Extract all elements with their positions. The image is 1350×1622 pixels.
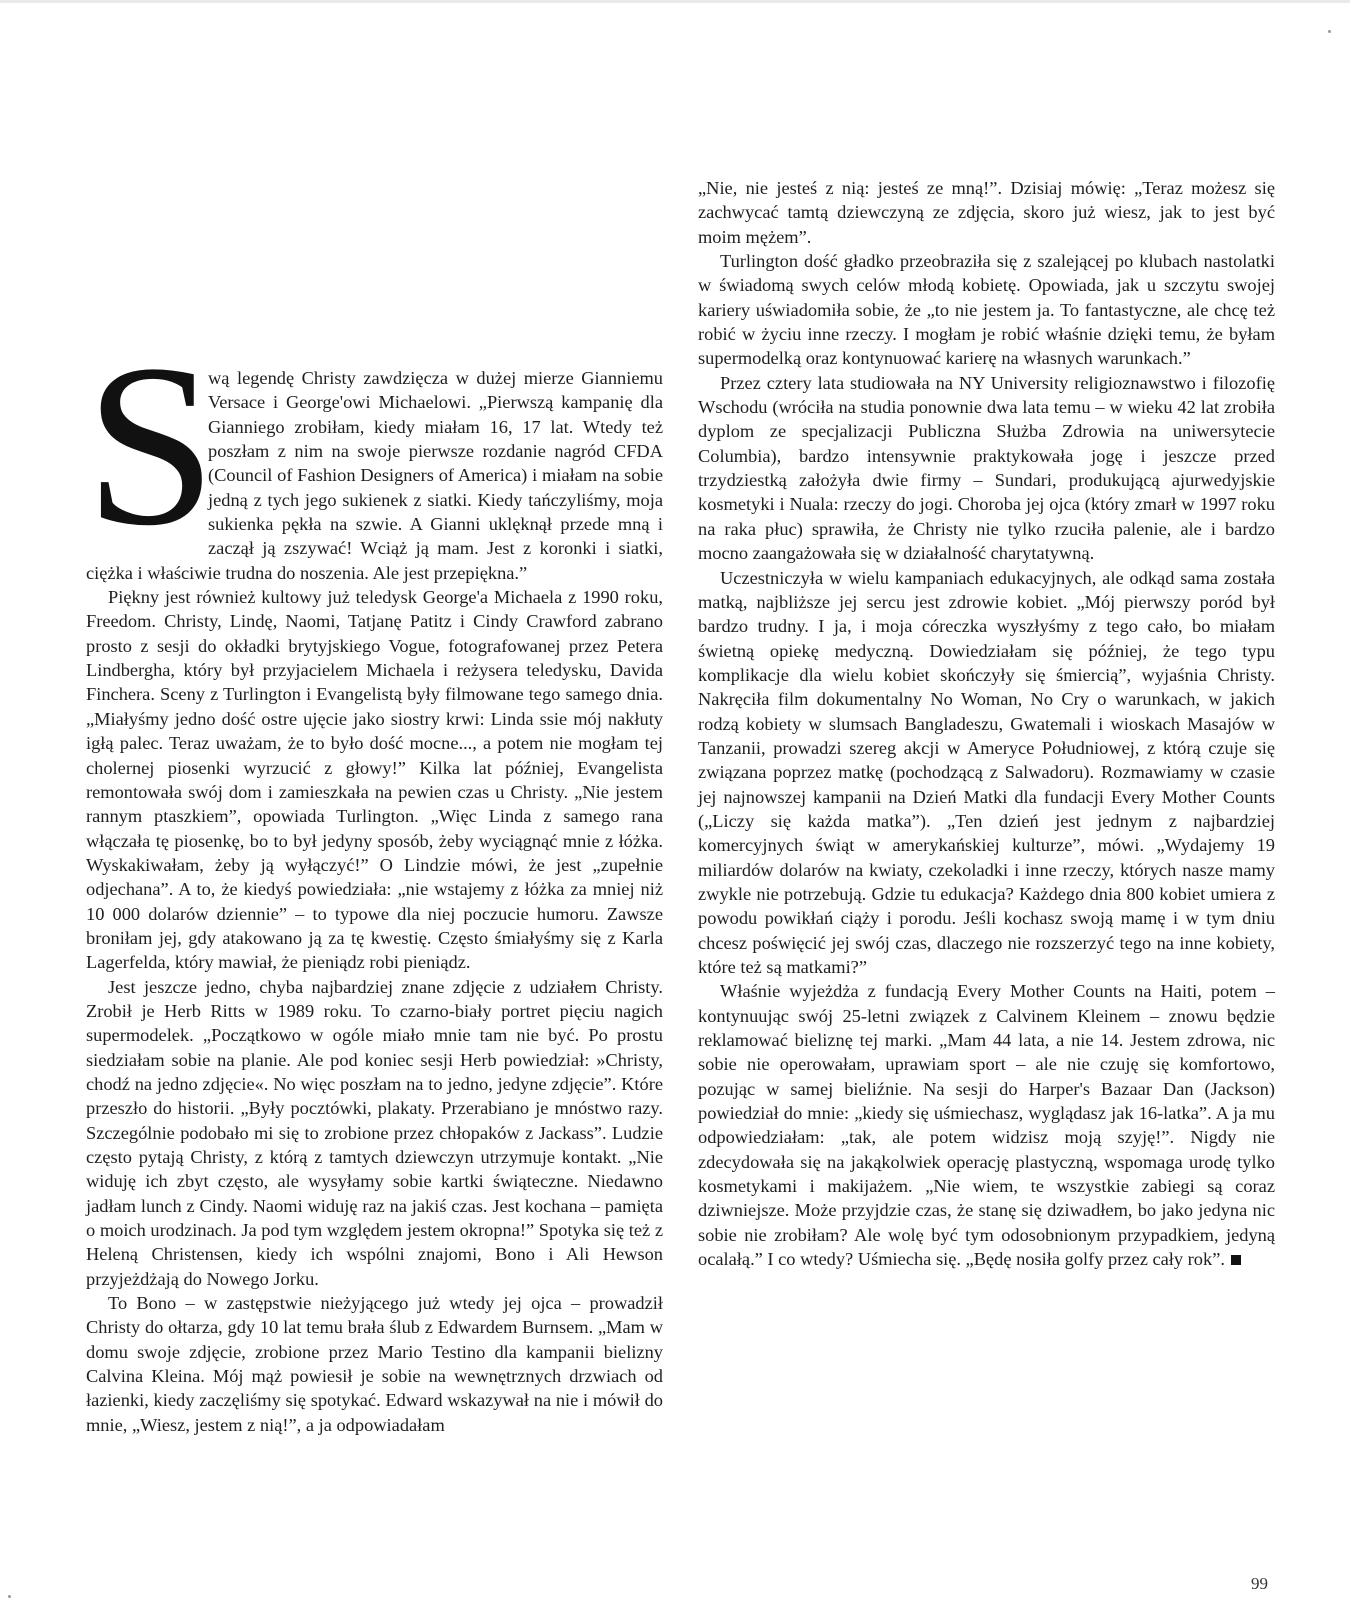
article-paragraph: To Bono – w zastępstwie nieżyjącego już wtedy jej ojca – prowadził Christy do ołtarza, gdy 10 lat temu brała ślub z Edwardem Burnsem. „Mam w domu swoje zdjęcie, zrobione przez Mario Testino dla kampanii bielizny Calvina Kleina. Mój mąż powiesił je sobie na wewnętrznych drzwiach od łazienki, kiedy zaczęliśmy się spotykać. Edward wskazywał na nie i mówił do mnie, „Wiesz, jestem z nią!”, a ja odpowiadałam	[86, 1293, 663, 1435]
article-paragraph: Przez cztery lata studiowała na NY University religioznawstwo i filozofię Wschodu (wróciła na studia ponownie dwa lata temu – w wieku 42 lat zrobiła dyplom ze specjalizacji Publiczna Służba Zdrowia na uniwersytecie Columbia), bardzo intensywnie praktykowała jogę i jeszcze przed trzydziestką założyła dwie firmy – Sundari, produkującą ajurwedyjskie kosmetyki i Nuala: rzeczy do jogi. Choroba jej ojca (który zmarł w 1997 roku na raka płuc) sprawiła, że Christy nie tylko rzuciła palenie, ale i bardzo mocno zaangażowała się w działalność charytatywną.	[698, 372, 1275, 564]
article-paragraph: „Nie, nie jesteś z nią: jesteś ze mną!”. Dzisiaj mówię: „Teraz możesz się zachwycać tamtą dziewczyną ze zdjęcia, skoro już wiesz, jak to jest być moim mężem”.	[698, 178, 1275, 247]
top-edge-rule	[0, 0, 1350, 3]
print-speck	[1328, 30, 1331, 33]
article-paragraph: Piękny jest również kultowy już teledysk George'a Michaela z 1990 roku, Freedom. Christy, Lindę, Naomi, Tatjanę Patitz i Cindy Crawford zabrano prosto z sesji do okładki brytyjskiego Vogue, fotografowanej przez Petera Lindbergha, który był przyjacielem Michaela i reżysera teledysku, Davida Finchera. Sceny z Turlington i Evangelistą były filmowane tego samego dnia. „Miałyśmy jedno dość ostre ujęcie jako siostry krwi: Linda ssie mój nakłuty igłą palec. Teraz uważam, że to było dość mocne..., a potem nie mogłam tej cholernej piosenki wyrzucić z głowy!” Kilka lat później, Evangelista remontowała swój dom i zamieszkała na pewien czas u Christy. „Nie jestem rannym ptaszkiem”, opowiada Turlington. „Więc Linda z samego rana włączała tę piosenkę, bo to był jedyny sposób, żeby wyciągnąć mnie z łóżka. Wyskakiwałam, żeby ją wyłączyć!” O Lindzie mówi, że jest „zupełnie odjechana”. A to, że kiedyś powiedziała: „nie wstajemy z łóżka za mniej niż 10 000 dolarów dziennie” – to typowe dla niej poczucie humoru. Zawsze broniłam jej, gdy atakowano ją za tę kwestię. Często śmiałyśmy się z Karla Lagerfelda, który mawiał, że pieniądz robi pieniądz.	[86, 587, 663, 973]
page-number: 99	[1251, 1574, 1268, 1593]
article-paragraph: Uczestniczyła w wielu kampaniach edukacyjnych, ale odkąd sama została matką, najbliższe jej sercu jest zdrowie kobiet. „Mój pierwszy poród był bardzo trudny. I ja, i moja córeczka wyszłyśmy z tego cało, bo miałam świetną opiekę medyczną. Dowiedziałam się później, że tego typu komplikacje dla wielu kobiet skończyły się śmiercią”, wyjaśnia Christy. Nakręciła film dokumentalny No Woman, No Cry o warunkach, w jakich rodzą kobiety w slumsach Bangladeszu, Gwatemali i wioskach Masajów w Tanzanii, prowadzi szereg akcji w Ameryce Południowej, z którą czuje się związana poprzez matkę (pochodzącą z Salwadoru). Rozmawiamy w czasie jej najnowszej kampanii na Dzień Matki dla fundacji Every Mother Counts („Liczy się każda matka”). „Ten dzień jest jednym z najbardziej komercyjnych świąt w amerykańskiej kulturze”, mówi. „Wydajemy 19 miliardów dolarów na kwiaty, czekoladki i inne rzeczy, których nasze mamy zwykle nie potrzebują. Gdzie tu edukacja? Każdego dnia 800 kobiet umiera z powodu powikłań ciąży i porodu. Jeśli kochasz swoją mamę i w tym dniu chcesz poświęcić jej swój czas, dlaczego nie rozszerzyć tego na inne kobiety, które też są matkami?”	[698, 567, 1275, 977]
drop-cap: S	[84, 317, 217, 574]
article-column-right	[698, 176, 1275, 1271]
article-column-left	[84, 317, 663, 1437]
print-speck	[8, 1595, 11, 1598]
article-paragraph-text: Właśnie wyjeżdża z fundacją Every Mother Counts na Haiti, potem – kontynuując swój 25-letni związek z Calvinem Kleinem – znowu będzie reklamować bieliznę tej marki. „Mam 44 lata, a nie 14. Jestem zdrowa, nic sobie nie operowałam, uprawiam sport – ale nie czuję się komfortowo, pozując w samej bieliźnie. Na sesji do Harper's Bazaar Dan (Jackson) powiedział do mnie: „kiedy się uśmiechasz, wyglądasz jak 16-latka”. A ja mu odpowiedziałam: „tak, ale potem widzisz moją szyję!”. Nigdy nie zdecydowała się na jakąkolwiek operację plastyczną, wspomaga urodę tylko kosmetykami i makijażem. „Nie wiem, te wszystkie zabiegi są coraz dziwniejsze. Może przyjdzie czas, że stanę się dziwadłem, bo jako jedyna nic sobie nie zrobiłam? Ale wolę być tym odosobnionym przypadkiem, jedyną ocalałą.” I co wtedy? Uśmiecha się. „Będę nosiła golfy przez cały rok”.	[698, 981, 1275, 1270]
article-paragraph: Jest jeszcze jedno, chyba najbardziej znane zdjęcie z udziałem Christy. Zrobił je Herb Ritts w 1989 roku. To czarno-biały portret pięciu nagich supermodelek. „Początkowo w ogóle miało mnie tam nie być. Po prostu siedziałam sobie na planie. Ale pod koniec sesji Herb powiedział: »Christy, chodź na jedno zdjęcie«. No więc poszłam na to jedno, jedyne zdjęcie”. Które przeszło do historii. „Były pocztówki, plakaty. Przerabiano je mnóstwo razy. Szczególnie podobało mi się to zrobione przez chłopaków z Jackass”. Ludzie często pytają Christy, z którą z tamtych dziewczyn utrzymuje kontakt. „Nie widuję ich zbyt często, ale wysyłamy sobie kartki świąteczne. Niedawno jadłam lunch z Cindy. Naomi widuję raz na jakiś czas. Jest kochana – pamięta o moich urodzinach. Ja pod tym względem jestem okropna!” Spotyka się też z Heleną Christensen, kiedy ich wspólni znajomi, Bono i Ali Hewson przyjeżdżają do Nowego Jorku.	[86, 976, 663, 1289]
article-paragraph	[698, 979, 1275, 1271]
article-paragraph: S wą legendę Christy zawdzięcza w dużej mierze Gianniemu Versace i George'owi Michaelowi. „Pierwszą kampanię dla Gianniego zrobiłam, kiedy miałam 16, 17 lat. Wtedy też poszłam z nim na swoje pierwsze rozdanie nagród CFDA (Council of Fashion Designers of America) i miałam na sobie jedną z tych jego sukienek z siatki. Kiedy tańczyliśmy, moja sukienka pękła na szwie. A Gianni uklęknął przede mną i zaczął ją zszywać! Wciąż ją mam. Jest z koronki i siatki, ciężka i właściwie trudna do noszenia. Ale jest przepiękna.”	[84, 317, 663, 583]
end-of-article-mark	[1231, 1255, 1241, 1265]
article-paragraph: Turlington dość gładko przeobraziła się z szalejącej po klubach nastolatki w świadomą swych celów młodą kobietę. Opowiada, jak u szczytu swojej kariery uświadomiła sobie, że „to nie jestem ja. To fantastyczne, ale chcę też robić w życiu inne rzeczy. I mogłam je robić właśnie dzięki temu, że byłam supermodelką oraz kontynuować karierę na własnych warunkach.”	[698, 251, 1275, 369]
